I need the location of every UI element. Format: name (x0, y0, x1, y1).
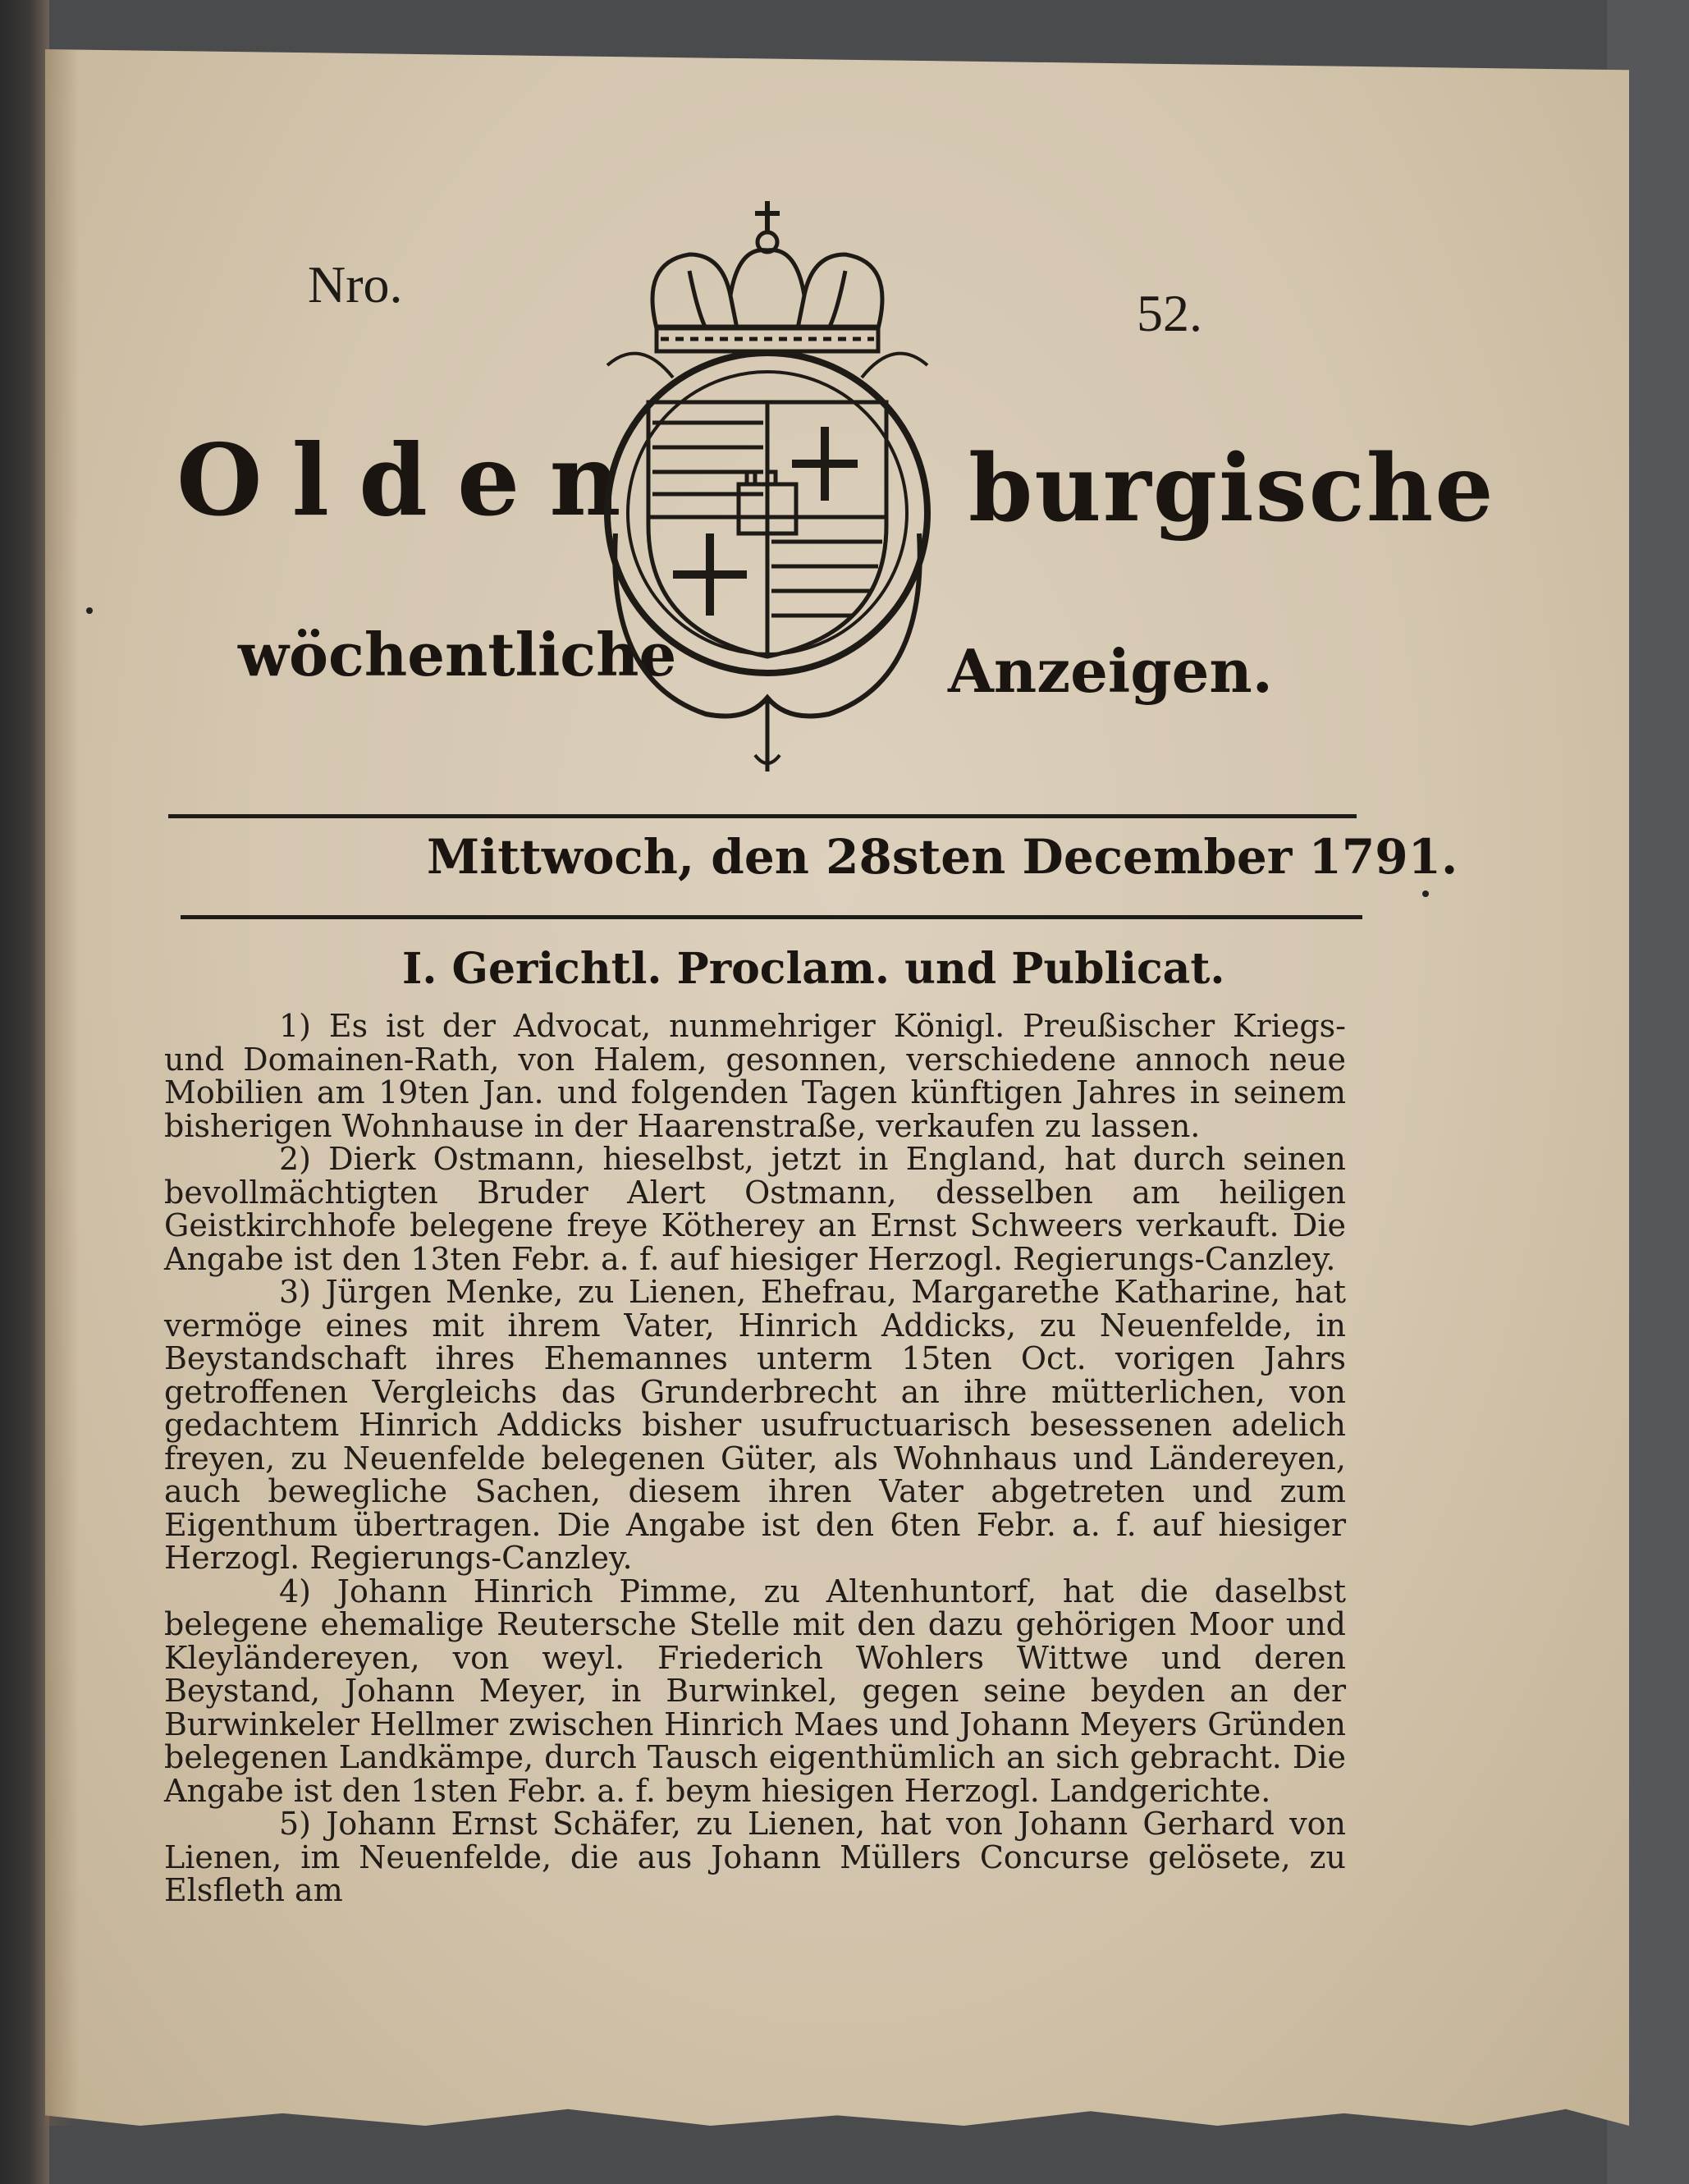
date-line: Mittwoch, den 28sten December 1791. (427, 829, 1458, 885)
paragraph-2: 2) Dierk Ostmann, hieselbst, jetzt in England, hat durch seinen bevollmächtigten Bruder Alert Ostmann, desselben am heiligen Geistkirchhofe belegene freye Kötherey an Ernst Schweers verkauft. Die Angabe ist den 13ten Febr. a. f. auf hiesiger Herzogl. Regierungs-Canzley. (164, 1141, 1346, 1277)
header-rule-top (168, 814, 1357, 818)
paragraph-1: 1) Es ist der Advocat, nunmehriger Königl. Preußischer Kriegs- und Domainen-Rath, von Halem, gesonnen, verschiedene annoch neue Mobilien am 19ten Jan. und folgenden Tagen künftigen Jahres in seinem bisherigen Wohnhause in der Haarenstraße, verkaufen zu lassen. (164, 1008, 1346, 1144)
section-heading: I. Gerichtl. Proclam. und Publicat. (402, 944, 1225, 994)
title-part-left: Olden (176, 423, 651, 538)
issue-number: 52. (1137, 284, 1202, 342)
ink-speck (1422, 891, 1429, 897)
scan-background-left (0, 0, 49, 2184)
header-rule-bottom (181, 915, 1362, 919)
article-body (164, 1010, 1346, 1907)
ink-speck (86, 607, 93, 614)
page-gutter-shadow (45, 49, 80, 2126)
coat-of-arms-icon (591, 189, 944, 780)
subtitle-part-left: wöchentliche (238, 620, 677, 689)
issue-label: Nro. (308, 255, 403, 314)
paragraph-3: 3) Jürgen Menke, zu Lienen, Ehefrau, Margarethe Katharine, hat vermöge eines mit ihrem Vater, Hinrich Addicks, zu Neuenfelde, in Beystandschaft ihres Ehemannes unterm 15ten Oct. vorigen Jahrs getroffenen Vergleichs das Grunderbrecht an ihre mütterlichen, von gedachtem Hinrich Addicks bisher usufructuarisch besessenen adelich freyen, zu Neuenfelde belegenen Güter, als Wohnhaus und Ländereyen, auch bewegliche Sachen, diesem ihren Vater abgetreten und zum Eigenthum übertragen. Die Angabe ist den 6ten Febr. a. f. auf hiesiger Herzogl. Regierungs-Canzley. (164, 1274, 1346, 1576)
subtitle-part-right: Anzeigen. (948, 636, 1273, 706)
title-part-right: burgische (968, 435, 1495, 543)
paragraph-4: 4) Johann Hinrich Pimme, zu Altenhuntorf, hat die daselbst belegene ehemalige Reutersche Stelle mit den dazu gehörigen Moor und Kleyländereyen, von weyl. Friederich Wohlers Wittwe und deren Beystand, Johann Meyer, in Burwinkel, gegen seine beyden an der Burwinkeler Hellmer zwischen Hinrich Maes und Johann Meyers Gründen belegenen Landkämpe, durch Tausch eigenthümlich an sich gebracht. Die Angabe ist den 1sten Febr. a. f. beym hiesigen Herzogl. Landgerichte. (164, 1573, 1346, 1809)
paragraph-5: 5) Johann Ernst Schäfer, zu Lienen, hat von Johann Gerhard von Lienen, im Neuenfelde, die aus Johann Müllers Concurse gelösete, zu Elsfleth am (164, 1806, 1346, 1908)
